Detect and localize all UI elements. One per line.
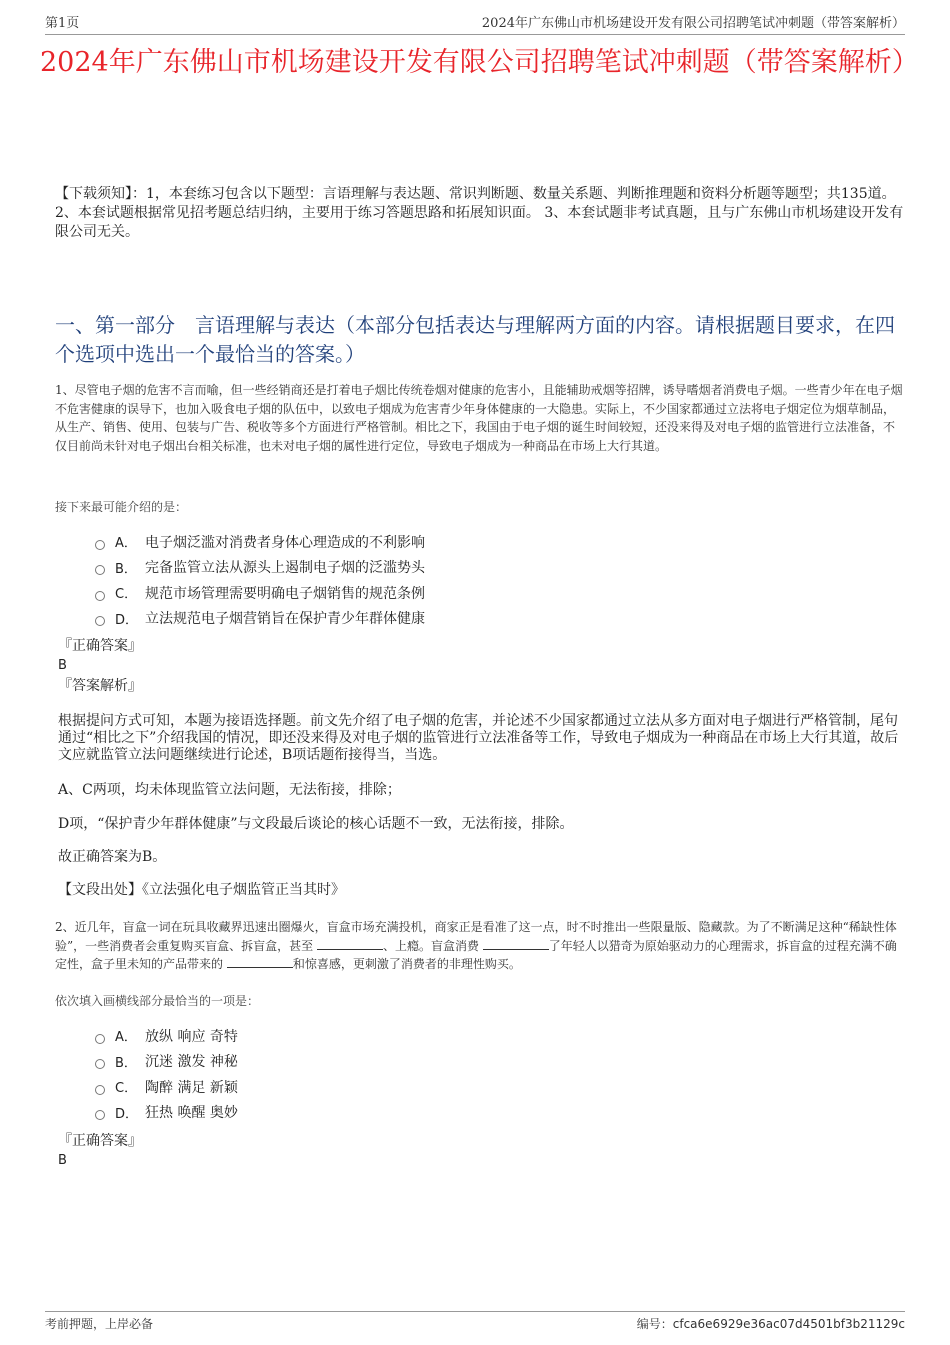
question-2-text: 2、近几年，盲盒一词在玩具收藏界迅速出圈爆火，盲盒市场充满投机，商家正是看准了这一点，时不时推出一些限量版、隐藏款。为了不断满足这种“稀缺性体验”，一些消费者会重复购买盲盒、拆盲盒，甚至 、上瘾。盲盒消费 了年轻人以猎奇为原始驱动力的心理需求，拆盲盒的过程充满不确定性，盒子里未知的产品带来的 和惊喜感，更刺激了消费者的非理性购买。 [55,920,897,971]
option-a[interactable]: A． 电子烟泛滥对消费者身体心理造成的不利影响 [95,529,425,555]
option-c[interactable]: C． 规范市场管理需要明确电子烟销售的规范条例 [95,580,425,606]
question-1-text: 1、尽管电子烟的危害不言而喻，但一些经销商还是打着电子烟比传统卷烟对健康的危害小，且能辅助戒烟等招牌，诱导嗜烟者消费电子烟。一些青少年在电子烟不危害健康的误导下，也加入吸食电子烟的队伍中，以致电子烟成为危害青少年身体健康的一大隐患。实际上，不少国家都通过立法将电子烟定位为烟草制品，从生产、销售、使用、包装与广告、税收等多个方面进行严格管制。相比之下，我国由于电子烟的诞生时间较短，还没来得及对电子烟的监管进行立法准备，不仅目前尚未针对电子烟出台相关标准，也未对电子烟的属性进行定位，导致电子烟成为一种商品在市场上大行其道。 [55,383,903,453]
download-notice: 【下载须知】：1，本套练习包含以下题型：言语理解与表达题、常识判断题、数量关系题、判断推理题和资料分析题等题型；共135道。 2、本套试题根据常见招考题总结归纳，主要用于练习答题思路和拓展知识面。 3、本套试题非考试真题，且与广东佛山市机场建设开发有限公司无关。 [55,186,904,240]
question-1-options [95,529,425,631]
option-a[interactable]: A． 放纵 响应 奇特 [95,1023,238,1049]
radio-icon[interactable] [95,1059,105,1069]
analysis-paragraph-2: A、C两项，均未体现监管立法问题，无法衔接，排除； [58,782,401,798]
question-2-answer [58,1132,142,1170]
page-header [45,12,905,35]
option-b[interactable]: B． 沉迷 激发 神秘 [95,1049,238,1075]
answer-value: B [58,658,67,673]
page-number: 第1页 [45,16,80,31]
fill-blank-2 [483,937,549,950]
answer-label: 『正确答案』 [58,1133,142,1149]
analysis-paragraph-4: 故正确答案为B。 [58,849,167,865]
radio-icon[interactable] [95,591,105,601]
option-b[interactable]: B． 完备监管立法从源头上遏制电子烟的泛滥势头 [95,555,425,581]
question-2-options [95,1023,238,1125]
option-d[interactable]: D． 立法规范电子烟营销旨在保护青少年群体健康 [95,606,425,632]
section-title: 一、第一部分 言语理解与表达（本部分包括表达与理解两方面的内容。请根据题目要求，在四个选项中选出一个最恰当的答案。） [55,313,895,366]
document-title: 2024年广东佛山市机场建设开发有限公司招聘笔试冲刺题（带答案解析） [40,47,919,78]
option-d[interactable]: D． 狂热 唤醒 奥妙 [95,1100,238,1126]
fill-blank-1 [317,937,383,950]
analysis-paragraph-1: 根据提问方式可知，本题为接语选择题。前文先介绍了电子烟的危害，并论述不少国家都通过立法从多方面对电子烟进行严格管制，尾句通过“相比之下”介绍我国的情况，即还没来得及对电子烟的监管进行立法准备等工作，导致电子烟成为一种商品在市场上大行其道，故后文应就监管立法问题继续进行论述，B项话题衔接得当，当选。 [58,713,899,763]
analysis-label: 『答案解析』 [58,678,142,694]
radio-icon[interactable] [95,1110,105,1120]
radio-icon[interactable] [95,540,105,550]
document-code: 编号：cfca6e6929e36ac07d4501bf3b21129c [636,1317,905,1331]
radio-icon[interactable] [95,1085,105,1095]
question-2-prompt: 依次填入画横线部分最恰当的一项是： [55,994,260,1008]
question-1-prompt: 接下来最可能介绍的是： [55,500,188,514]
footer-slogan: 考前押题，上岸必备 [45,1317,154,1331]
radio-icon[interactable] [95,1034,105,1044]
page-footer [45,1311,905,1332]
source-citation: 【文段出处】《立法强化电子烟监管正当其时》 [58,882,345,898]
analysis-paragraph-3: D项，“保护青少年群体健康”与文段最后谈论的核心话题不一致，无法衔接，排除。 [58,816,574,832]
header-doc-title: 2024年广东佛山市机场建设开发有限公司招聘笔试冲刺题（带答案解析） [481,16,905,31]
option-c[interactable]: C． 陶醉 满足 新颖 [95,1074,238,1100]
answer-value: B [58,1153,67,1168]
radio-icon[interactable] [95,565,105,575]
fill-blank-3 [227,955,293,968]
answer-label: 『正确答案』 [58,638,142,654]
question-1-answer [58,637,142,696]
radio-icon[interactable] [95,616,105,626]
